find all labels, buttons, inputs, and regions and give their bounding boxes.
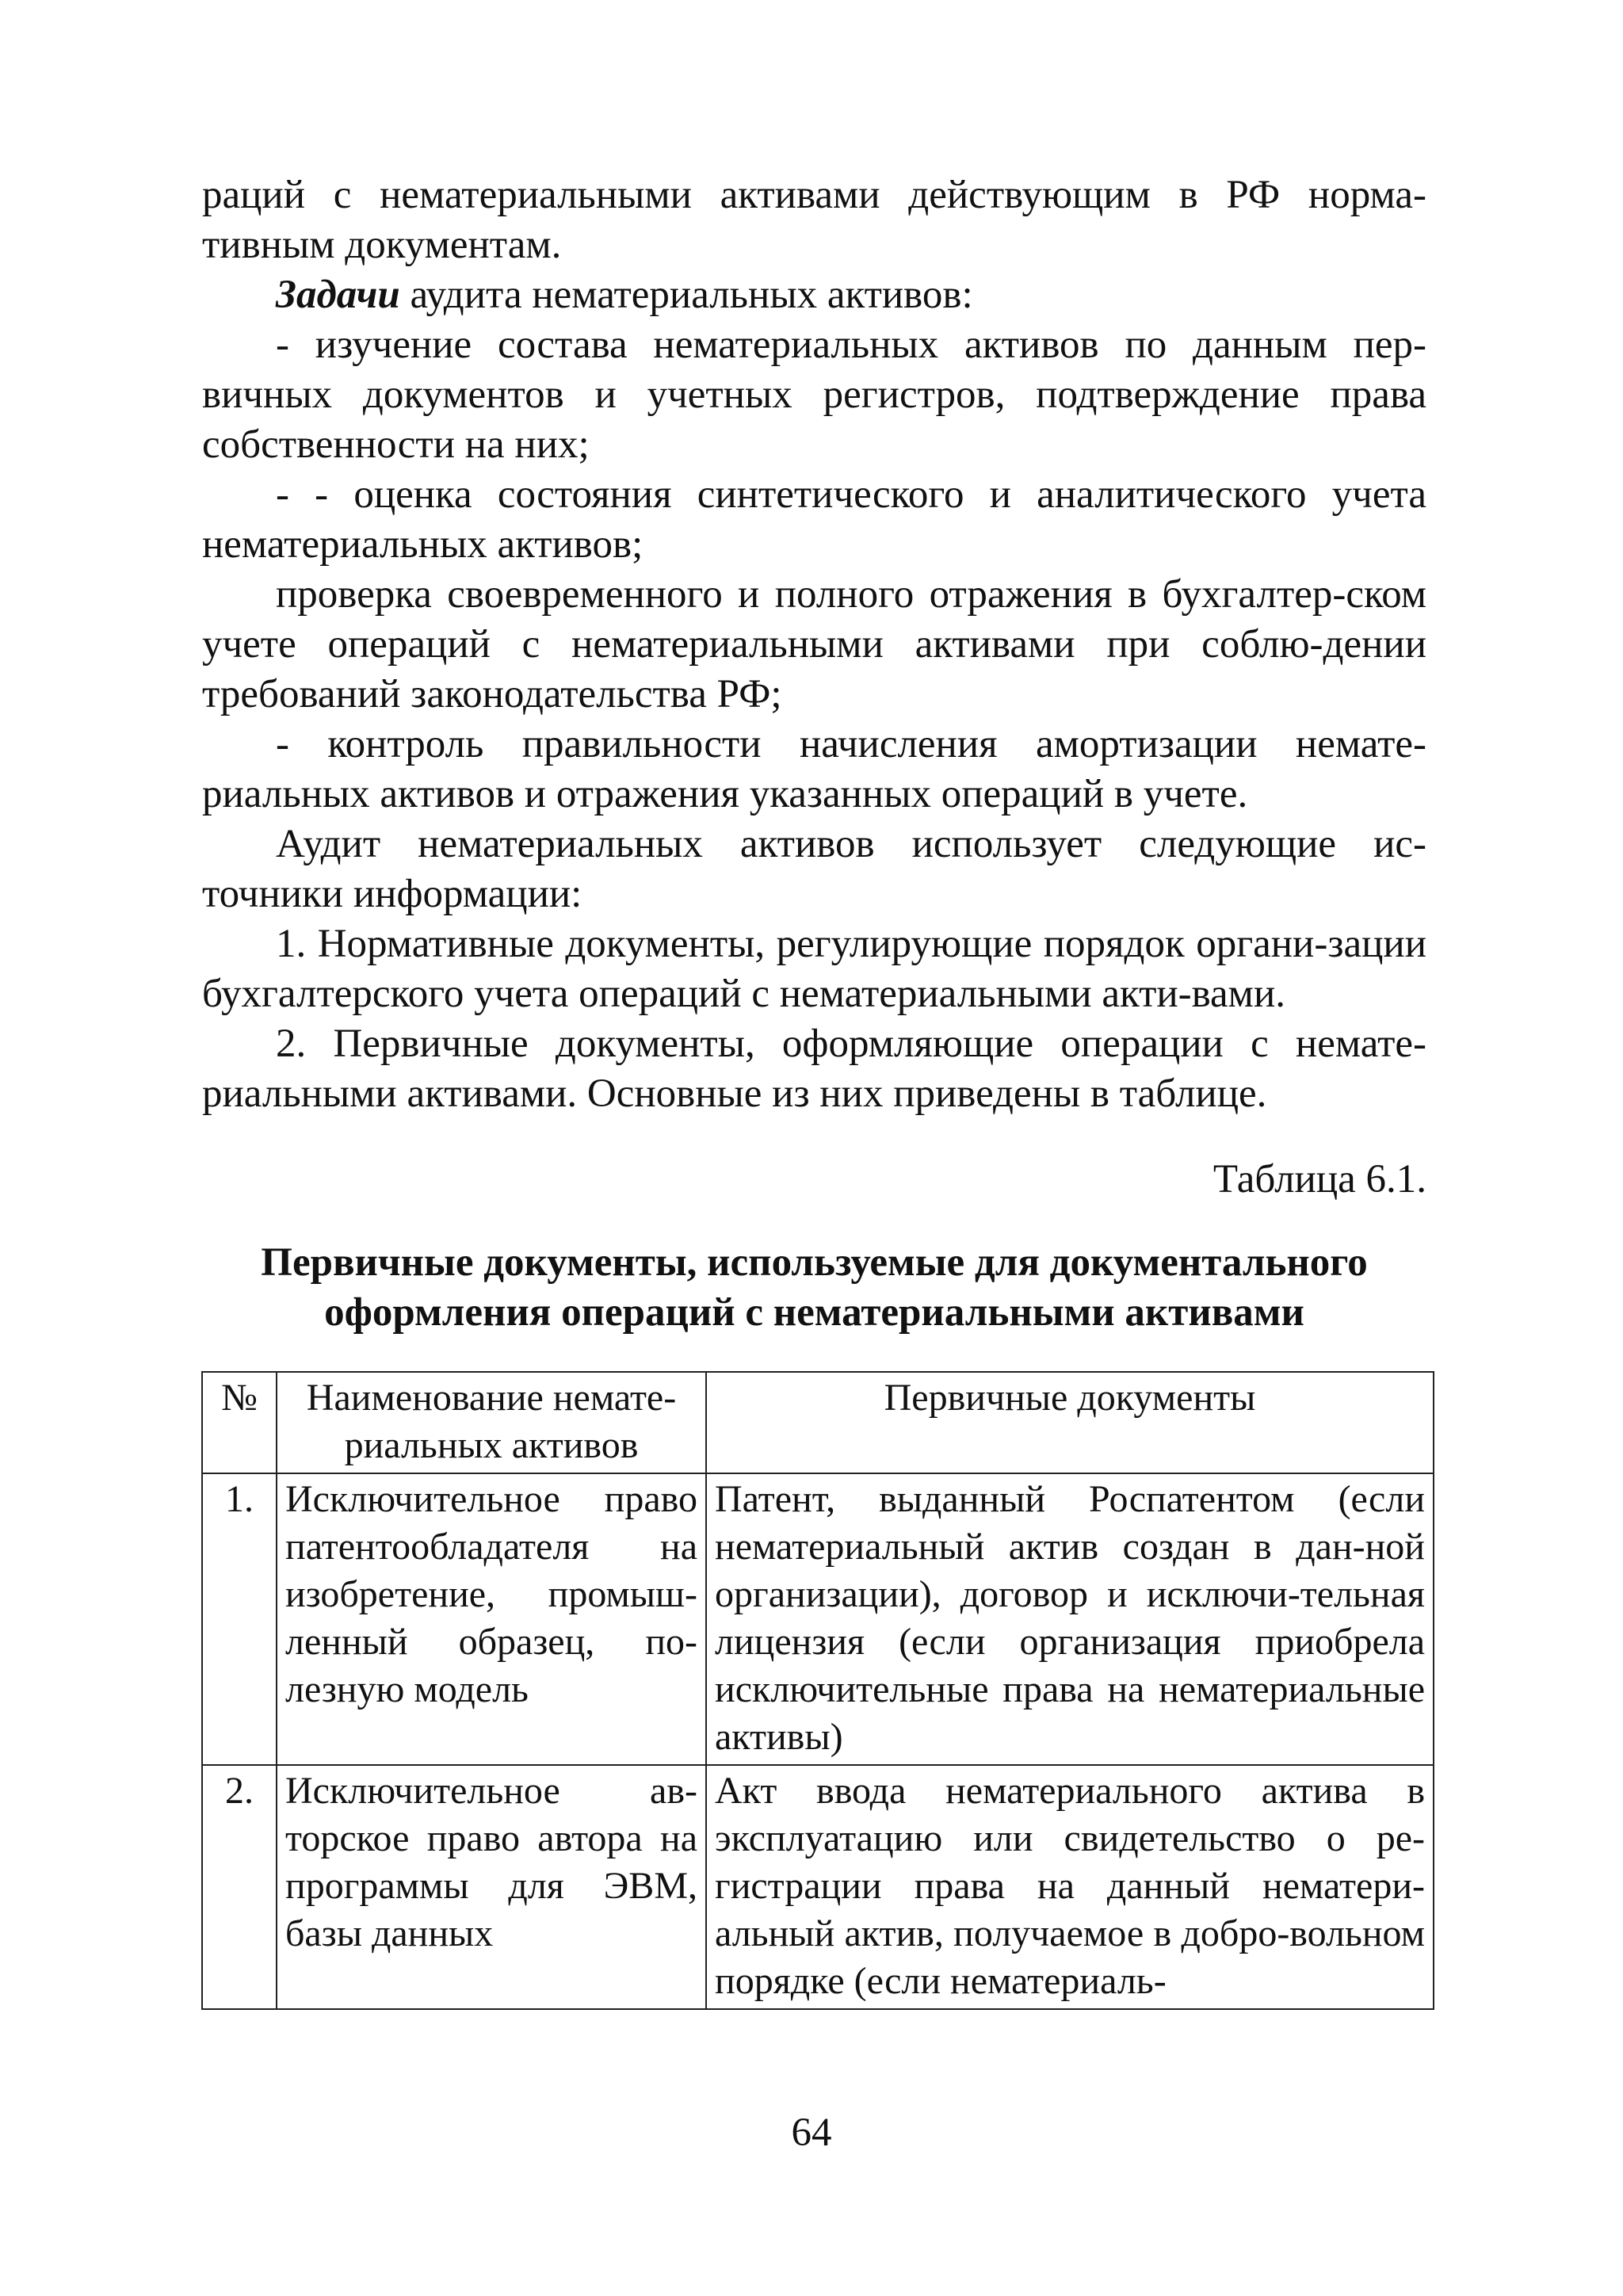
source-item-1: 1. Нормативные документы, регулирующие порядок органи-зации бухгалтерского учета операций с нематериальными акти-вами. — [202, 922, 1426, 1016]
tasks-emphasis: Задачи — [276, 273, 400, 317]
paragraph-1: раций с нематериальными активами действующим в РФ норма-тивным документам. — [202, 173, 1426, 267]
row-asset-name: Исключительное ав-торское право автора на программы для ЭВМ, базы данных — [277, 1765, 706, 2009]
table-label: Таблица 6.1. — [1212, 1157, 1426, 1201]
task-item-2: - - оценка состояния синтетического и аналитического учета нематериальных активов; — [202, 472, 1426, 567]
table-row — [202, 1765, 1434, 2009]
paragraph-sources-intro: Аудит нематериальных активов использует следующие ис-точники информации: — [202, 822, 1426, 916]
row-number: 1. — [202, 1473, 277, 1765]
primary-documents-table — [201, 1371, 1434, 2010]
table-title-line-2: оформления операций с нематериальными активами — [324, 1290, 1304, 1335]
header-number: № — [202, 1372, 277, 1473]
table-header-row — [202, 1372, 1434, 1473]
row-number: 2. — [202, 1765, 277, 2009]
task-item-3: проверка своевременного и полного отражения в бухгалтер-ском учете операций с нематериальными активами при соблю-дении требований законодательства РФ; — [202, 572, 1426, 716]
table-title — [202, 1238, 1426, 1338]
table-row — [202, 1473, 1434, 1765]
row-asset-name: Исключительное право патентообладателя на изобретение, промыш-ленный образец, по-лезную модель — [277, 1473, 706, 1765]
tasks-intro-text: аудита нематериальных активов: — [399, 273, 973, 317]
header-asset-name: Наименование немате-риальных активов — [277, 1372, 706, 1473]
table-title-line-1: Первичные документы, используемые для документального — [261, 1240, 1368, 1285]
page-body — [202, 170, 1426, 2010]
source-item-2: 2. Первичные документы, оформляющие операции с немате-риальными активами. Основные из них приведены в таблице. — [202, 1022, 1426, 1116]
header-primary-documents: Первичные документы — [706, 1372, 1434, 1473]
paragraph-tasks-intro — [202, 270, 1426, 320]
task-item-4: - контроль правильности начисления амортизации немате-риальных активов и отражения указанных операций в учете. — [202, 722, 1426, 816]
task-item-1: - изучение состава нематериальных активов по данным пер-вичных документов и учетных регистров, подтверждение права собственности на них; — [202, 323, 1426, 467]
row-primary-documents: Акт ввода нематериального актива в эксплуатацию или свидетельство о ре-гистрации права на данный нематери-альный актив, получаемое в добро-вольном порядке (если нематериаль- — [706, 1765, 1434, 2009]
page-number: 64 — [791, 2111, 832, 2155]
row-primary-documents: Патент, выданный Роспатентом (если нематериальный актив создан в дан-ной организации), договор и исключи-тельная лицензия (если организация приобрела исключительные права на нематериальные активы) — [706, 1473, 1434, 1765]
